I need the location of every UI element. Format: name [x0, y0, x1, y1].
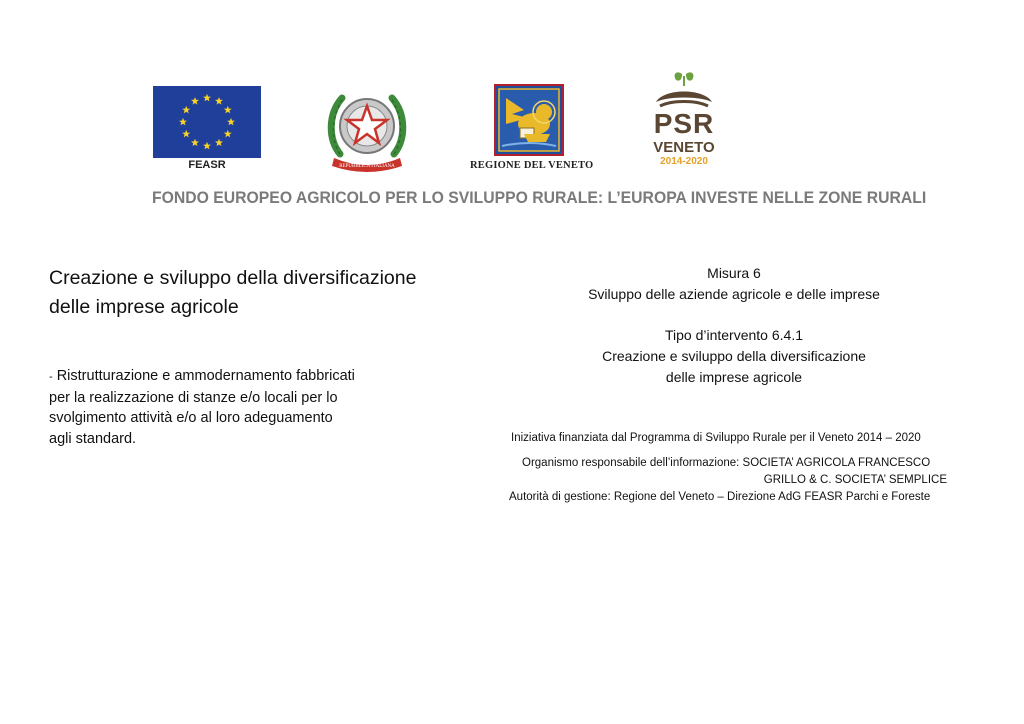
autorita-text: Autorità di gestione: Regione del Veneto – Direzione AdG FEASR Parchi e Foreste — [509, 491, 931, 503]
veneto-logo — [470, 84, 594, 174]
psr-veneto-logo — [650, 70, 718, 174]
veneto-logo-label: REGIONE DEL VENETO — [470, 160, 594, 171]
organismo-line-1: Organismo responsabile dell’informazione: SOCIETA’ AGRICOLA FRANCESCO — [522, 457, 931, 469]
veneto-lion-icon — [494, 84, 564, 156]
misura-title: Misura 6 — [707, 265, 761, 281]
left-body-line-2: per la realizzazione di stanze e/o locali per lo — [49, 389, 338, 406]
iniziativa-text: Iniziativa finanziata dal Programma di Sviluppo Rurale per il Veneto 2014 – 2020 — [511, 432, 921, 444]
banner-text: FONDO EUROPEO AGRICOLO PER LO SVILUPPO RURALE: L’EUROPA INVESTE NELLE ZONE RURALI — [152, 189, 927, 207]
eu-flag-icon — [153, 86, 261, 158]
left-title-line-2: delle imprese agricole — [49, 296, 239, 318]
psr-line1: PSR — [653, 108, 715, 139]
psr-line3: 2014-2020 — [660, 156, 708, 167]
eu-logo — [153, 86, 261, 174]
psr-leaf-icon — [650, 70, 718, 110]
left-title-line-1: Creazione e sviluppo della diversificazione — [49, 267, 417, 289]
left-body-line-4: agli standard. — [49, 430, 137, 447]
left-body-line-1 — [49, 366, 409, 388]
bullet-dash: - — [49, 371, 53, 383]
tipo-intervento-title: Tipo d’intervento 6.4.1 — [664, 327, 803, 343]
organismo-line-2: GRILLO & C. SOCIETA’ SEMPLICE — [763, 474, 947, 486]
italy-emblem-icon — [326, 84, 408, 172]
italy-emblem — [326, 84, 408, 172]
right-column — [500, 263, 968, 388]
italy-ribbon-text: REPUBBLICA ITALIANA — [339, 164, 395, 169]
misura-description: Sviluppo delle aziende agricole e delle imprese — [588, 286, 880, 302]
left-body-text-1: Ristrutturazione e ammodernamento fabbricati — [56, 368, 355, 384]
left-description — [49, 366, 409, 449]
left-body-line-3: svolgimento attività e/o al loro adeguamento — [49, 410, 333, 426]
tipo-intervento-desc-2: delle imprese agricole — [665, 369, 803, 385]
psr-line2: VENETO — [653, 139, 715, 156]
eu-logo-label: FEASR — [188, 159, 226, 171]
left-title — [49, 264, 479, 322]
tipo-intervento-desc-1: Creazione e sviluppo della diversificazione — [602, 348, 866, 364]
